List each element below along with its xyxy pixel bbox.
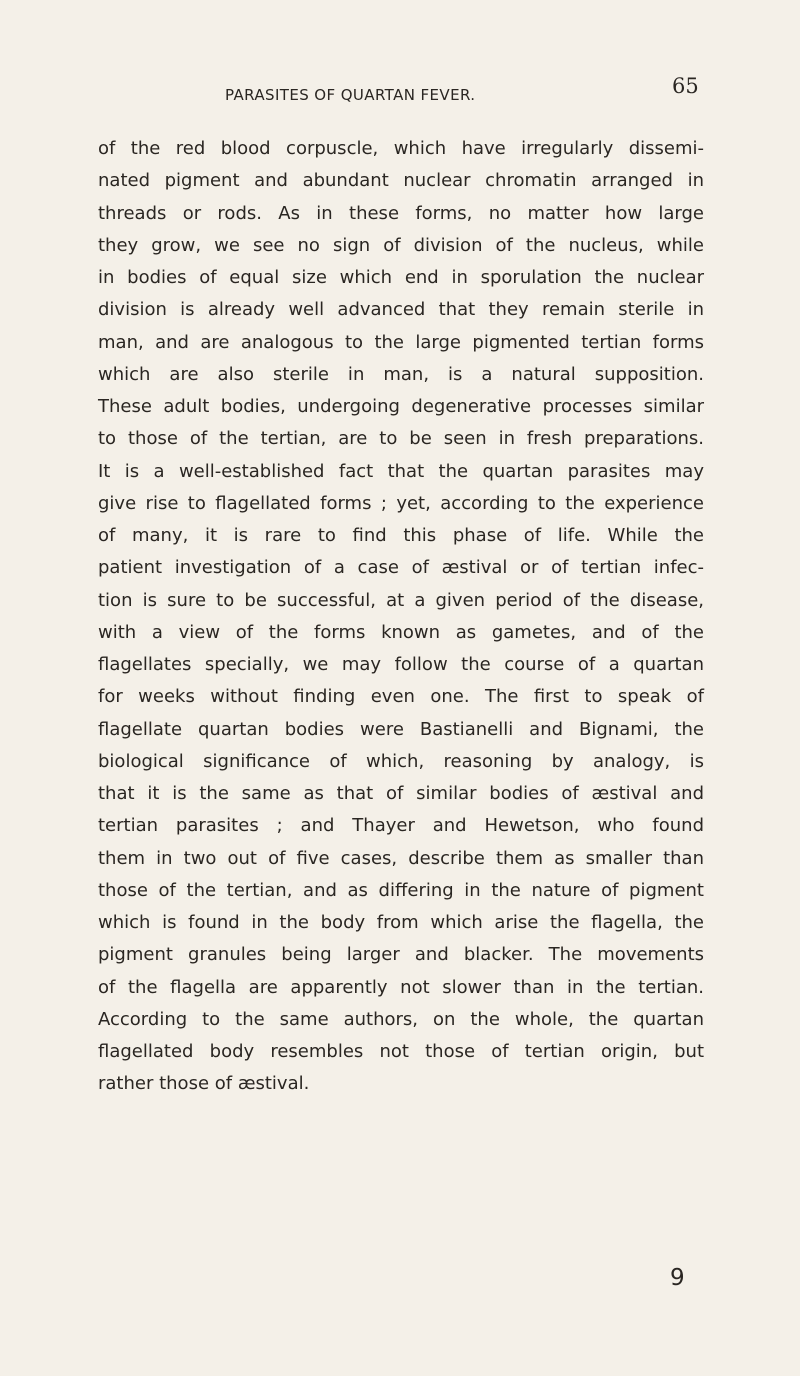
text-line: for weeks without finding even one. The first to speak of	[98, 686, 704, 708]
text-line: in bodies of equal size which end in sporulation the nuclear	[98, 267, 704, 288]
text-line: threads or rods. As in these forms, no matter how large	[98, 202, 704, 224]
text-line: which are also sterile in man, is a natural supposition.	[98, 363, 704, 385]
text-line: flagellated body resembles not those of tertian origin, but	[98, 1041, 704, 1062]
text-line: those of the tertian, and as differing in the nature of pigment	[98, 879, 704, 901]
signature-mark: 9	[670, 1265, 685, 1291]
text-line: pigment granules being larger and blacker. The movements	[98, 944, 704, 966]
text-line: tion is sure to be successful, at a given period of the disease,	[98, 589, 704, 611]
text-line: of many, it is rare to find this phase of life. While the	[98, 525, 704, 546]
body-paragraph	[98, 133, 704, 1101]
text-line: them in two out of five cases, describe them as smaller than	[98, 847, 704, 869]
page-number: 65	[672, 74, 699, 98]
text-line: with a view of the forms known as gametes, and of the	[98, 621, 704, 643]
text-line: biological significance of which, reasoning by analogy, is	[98, 750, 704, 772]
text-line: of the flagella are apparently not slower than in the tertian.	[98, 976, 704, 998]
text-line: to those of the tertian, are to be seen in fresh preparations.	[98, 428, 704, 450]
text-line: man, and are analogous to the large pigmented tertian forms	[98, 331, 704, 353]
text-line: patient investigation of a case of æstival or of tertian infec-	[98, 557, 704, 579]
text-line: According to the same authors, on the whole, the quartan	[98, 1008, 704, 1030]
text-line: division is already well advanced that they remain sterile in	[98, 299, 704, 321]
text-line: give rise to flagellated forms ; yet, according to the experience	[98, 492, 704, 514]
text-line: flagellates specially, we may follow the course of a quartan	[98, 654, 704, 675]
text-line: rather those of æstival.	[98, 1073, 310, 1095]
text-line: These adult bodies, undergoing degenerative processes similar	[98, 396, 704, 417]
text-line: It is a well-established fact that the quartan parasites may	[98, 460, 704, 482]
text-line: tertian parasites ; and Thayer and Hewetson, who found	[98, 815, 704, 837]
running-head: PARASITES OF QUARTAN FEVER.	[225, 86, 476, 104]
text-line: they grow, we see no sign of division of the nucleus, while	[98, 234, 704, 256]
text-line: nated pigment and abundant nuclear chromatin arranged in	[98, 170, 704, 192]
text-line: flagellate quartan bodies were Bastianelli and Bignami, the	[98, 718, 704, 740]
text-line: which is found in the body from which arise the flagella, the	[98, 912, 704, 933]
text-line: that it is the same as that of similar bodies of æstival and	[98, 783, 704, 804]
text-line: of the red blood corpuscle, which have irregularly dissemi-	[98, 138, 704, 159]
